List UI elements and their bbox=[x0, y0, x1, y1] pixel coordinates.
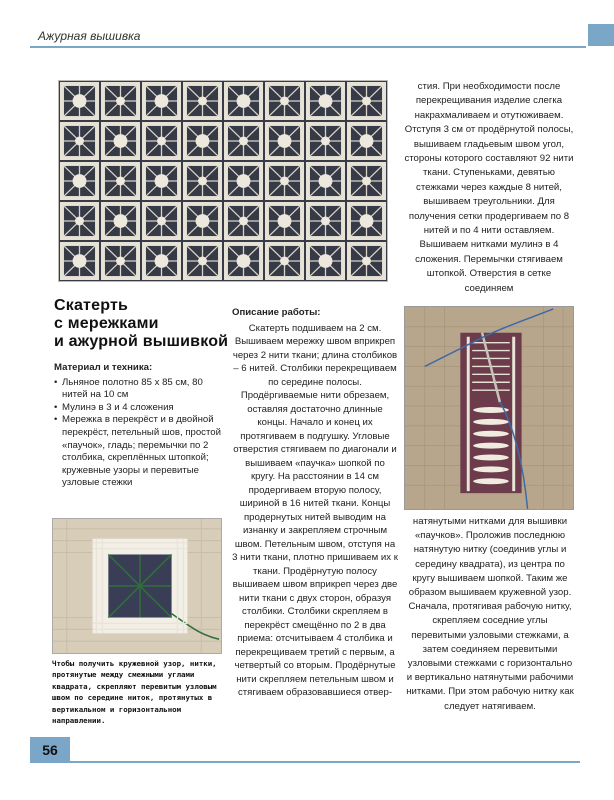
openwork-cell bbox=[103, 84, 138, 118]
lace-stitch-illustration bbox=[53, 519, 221, 653]
openwork-cell bbox=[267, 124, 302, 158]
materials-heading: Материал и техника: bbox=[54, 362, 153, 373]
openwork-cell bbox=[103, 124, 138, 158]
description-heading: Описание работы: bbox=[232, 307, 321, 318]
openwork-cell bbox=[349, 244, 384, 278]
openwork-cell bbox=[267, 84, 302, 118]
hemstitch-process-illustration bbox=[405, 307, 573, 509]
openwork-cell bbox=[308, 204, 343, 238]
openwork-cell bbox=[226, 244, 261, 278]
openwork-cell bbox=[308, 84, 343, 118]
openwork-cell bbox=[62, 204, 97, 238]
running-header bbox=[30, 26, 586, 48]
page-number: 56 bbox=[30, 737, 70, 763]
materials-item: • Мережка в перекрёст и в двойной перекрёст, петельный шов, простой «паучок», гладь; перемычки по 2 столбика, скреплённых штопкой; кружевные узоры и перевитые узловые стежки bbox=[54, 414, 222, 490]
openwork-cell bbox=[226, 164, 261, 198]
materials-list bbox=[54, 377, 222, 490]
title-line: с мережками bbox=[54, 315, 159, 332]
materials-item: • Мулинэ в 3 и 4 сложения bbox=[54, 402, 222, 415]
openwork-cell bbox=[308, 244, 343, 278]
openwork-cell bbox=[226, 124, 261, 158]
openwork-cell bbox=[267, 244, 302, 278]
openwork-cell bbox=[103, 204, 138, 238]
header-accent-bar bbox=[588, 24, 614, 46]
embroidery-photo-main bbox=[58, 80, 388, 282]
materials-block bbox=[54, 362, 222, 490]
openwork-cell bbox=[144, 164, 179, 198]
openwork-cell bbox=[144, 204, 179, 238]
title-line: Скатерть bbox=[54, 297, 129, 314]
materials-item: • Льняное полотно 85 х 85 см, 80 нитей на 10 см bbox=[54, 377, 222, 402]
description-column bbox=[232, 306, 398, 700]
openwork-cell bbox=[349, 164, 384, 198]
openwork-cell bbox=[349, 84, 384, 118]
openwork-cell bbox=[349, 204, 384, 238]
openwork-cell bbox=[103, 244, 138, 278]
openwork-cell bbox=[62, 164, 97, 198]
openwork-cell bbox=[185, 204, 220, 238]
footer-rule bbox=[70, 761, 580, 763]
openwork-cell bbox=[144, 84, 179, 118]
openwork-cell bbox=[308, 124, 343, 158]
openwork-cell bbox=[226, 204, 261, 238]
title-line: и ажурной вышивкой bbox=[54, 333, 229, 350]
openwork-cell bbox=[62, 124, 97, 158]
description-text: Скатерть подшиваем на 2 см. Вышиваем мережку швом вприкреп через 2 нити ткани; длина столбиков – 6 нитей. Столбики перекрещиваем по середине полосы. Продёргиваемые нити обрезаем, оставляя достаточно длинные концы. Начало и конец их протягиваем в подгушку. Угловые отверстия стягиваем по диагонали и вышиваем «паучка» шопкой по кругу. На расстоянии в 14 см продергиваем вторую полосу, шириной в 16 нитей ткани. Концы продернутых нитей выводим на изнанку и закрепляем строчным швом. Петельным швом, отступя на 3 нити ткани, плотно пришиваем их к ткани. Продёрнутую полосу вышиваем швом вприкреп через две нити ткани с двух сторон, образуя столбики. Столбики скрепляем в перекрёст смещённо по 2 в два приема: отсчитываем 4 столбика и перекрещиваем третий с первым, а четвертый со вторым. Продёрнутые нити скрепляем петельным швом и стягиваем образовавшиеся отвер- bbox=[232, 322, 398, 698]
openwork-cell bbox=[103, 164, 138, 198]
article-title bbox=[54, 297, 229, 351]
openwork-cell bbox=[185, 244, 220, 278]
openwork-cell bbox=[185, 124, 220, 158]
description-final: натянутыми нитками для вышивки «паучков». Проложив последнюю натянутую нитку (соединив углы и середину квадрата), из центра по кругу вышиваем шопкой. Таким же образом вышиваем кружевной узор. Сначала, протягивая рабочую нитку, скрепляем соседние углы перевитыми узловыми стежками, а затем соединяем перевитыми узловыми стежками с горизонтально и вертикально натянутыми рабочими нитками. При этом рабочую нитку как следует натягиваем. bbox=[406, 516, 574, 712]
openwork-cell bbox=[267, 164, 302, 198]
openwork-cell bbox=[144, 244, 179, 278]
section-title: Ажурная вышивка bbox=[38, 29, 141, 43]
openwork-grid-illustration bbox=[59, 81, 387, 281]
openwork-cell bbox=[267, 204, 302, 238]
openwork-cell bbox=[62, 84, 97, 118]
openwork-cell bbox=[349, 124, 384, 158]
photo-caption: Чтобы получить кружевной узор, нитки, протянутые между смежными углами квадрата, скрепляют перевитым узловым швом по середине ниток, протянутых в вертикальном и горизонтальном направлении. bbox=[52, 659, 217, 726]
openwork-cell bbox=[185, 164, 220, 198]
description-continued: стия. При необходимости после перекрещивания изделие слегка накрахмаливаем и отутюживаем. Отступя 3 см от продёрнутой полосы, вышиваем гладьевым швом угол, стороны которого составляют 92 нити ткани. Ступеньками, девятью стежками через каждые 8 нитей, вышиваем треугольники. Для получения сетки продергиваем по 8 нитей и по 4 нити оставляем. Вышиваем нитками мулинэ в 4 сложения. Перемычки стягиваем штопкой. Отверстия в сетке соединяем bbox=[404, 81, 574, 294]
openwork-cell bbox=[308, 164, 343, 198]
openwork-cell bbox=[185, 84, 220, 118]
embroidery-photo-process bbox=[404, 306, 574, 510]
openwork-cell bbox=[144, 124, 179, 158]
embroidery-photo-detail bbox=[52, 518, 222, 654]
openwork-cell bbox=[226, 84, 261, 118]
openwork-cell bbox=[62, 244, 97, 278]
